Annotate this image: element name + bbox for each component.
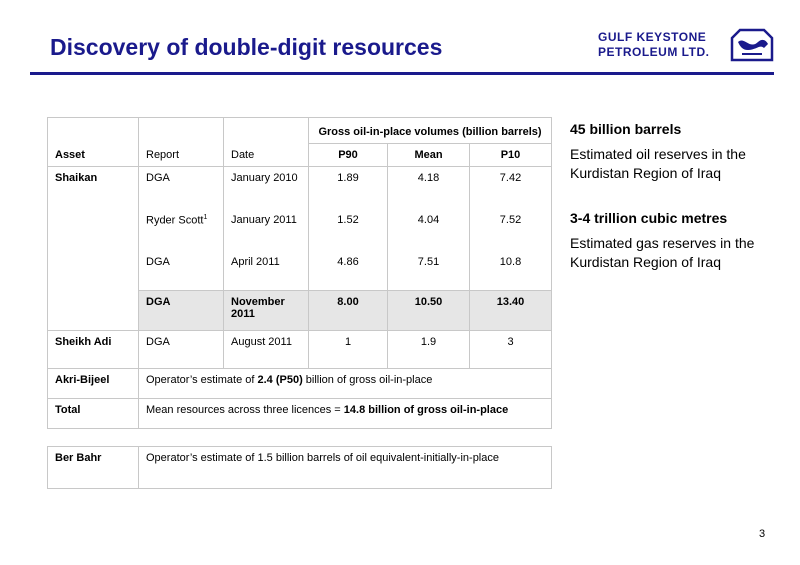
col-asset-header: Asset — [48, 118, 139, 167]
company-logo — [598, 20, 778, 70]
p90-cell: 8.00 — [309, 291, 388, 331]
p90-cell: 1.52 — [309, 209, 388, 251]
date-cell: January 2011 — [224, 209, 309, 251]
oil-reserves-block — [570, 120, 780, 183]
akri-description: Operator’s estimate of 2.4 (P50) billion of gross oil-in-place — [139, 369, 552, 399]
gas-reserves-heading: 3-4 trillion cubic metres — [570, 210, 728, 226]
p90-cell: 4.86 — [309, 251, 388, 291]
ber-bahr-description: Operator’s estimate of 1.5 billion barrels of oil equivalent-initially-in-place — [139, 447, 552, 489]
col-date-header: Date — [224, 118, 309, 167]
asset-cell: Shaikan — [48, 167, 139, 331]
p10-cell: 7.42 — [470, 167, 552, 209]
group-header: Gross oil-in-place volumes (billion barrels) — [309, 118, 552, 144]
oil-reserves-text: Estimated oil reserves in the Kurdistan Region of Iraq — [570, 146, 746, 181]
total-description: Mean resources across three licences = 14.8 billion of gross oil-in-place — [139, 399, 552, 429]
mean-cell: 4.04 — [388, 209, 470, 251]
ber-bahr-table — [47, 446, 552, 489]
report-cell: DGA — [139, 331, 224, 369]
mean-cell: 10.50 — [388, 291, 470, 331]
report-cell: DGA — [139, 291, 224, 331]
date-cell: April 2011 — [224, 251, 309, 291]
table-row-ber-bahr — [48, 447, 552, 489]
p10-cell: 13.40 — [470, 291, 552, 331]
date-cell: November 2011 — [224, 291, 309, 331]
asset-cell: Sheikh Adi — [48, 331, 139, 369]
table-row — [48, 167, 552, 209]
mean-cell: 4.18 — [388, 167, 470, 209]
asset-cell: Akri-Bijeel — [48, 369, 139, 399]
p90-cell: 1.89 — [309, 167, 388, 209]
table-row-akri — [48, 369, 552, 399]
mean-cell: 7.51 — [388, 251, 470, 291]
report-cell: DGA — [139, 167, 224, 209]
logo-line-1: GULF KEYSTONE — [598, 30, 707, 44]
p10-cell: 3 — [470, 331, 552, 369]
logo-line-2: PETROLEUM LTD. — [598, 45, 710, 59]
date-cell: August 2011 — [224, 331, 309, 369]
table-header-row — [48, 118, 552, 144]
col-p10-header: P10 — [470, 144, 552, 167]
header-rule — [30, 72, 774, 75]
report-cell: DGA — [139, 251, 224, 291]
p90-cell: 1 — [309, 331, 388, 369]
oil-reserves-heading: 45 billion barrels — [570, 121, 682, 137]
report-cell: Ryder Scott$^1$ — [139, 209, 224, 251]
asset-cell: Ber Bahr — [48, 447, 139, 489]
page-title: Discovery of double-digit resources — [50, 34, 443, 60]
col-p90-header: P90 — [309, 144, 388, 167]
page-number: 3 — [759, 528, 766, 540]
resources-table — [47, 117, 552, 429]
p10-cell: 10.8 — [470, 251, 552, 291]
date-cell: January 2010 — [224, 167, 309, 209]
mean-cell: 1.9 — [388, 331, 470, 369]
gas-reserves-block — [570, 209, 780, 272]
keystone-logo-icon — [730, 28, 774, 62]
table-row-total — [48, 399, 552, 429]
table-row — [48, 331, 552, 369]
col-report-header: Report — [139, 118, 224, 167]
gas-reserves-text: Estimated gas reserves in the Kurdistan Region of Iraq — [570, 235, 755, 270]
col-mean-header: Mean — [388, 144, 470, 167]
p10-cell: 7.52 — [470, 209, 552, 251]
asset-cell: Total — [48, 399, 139, 429]
